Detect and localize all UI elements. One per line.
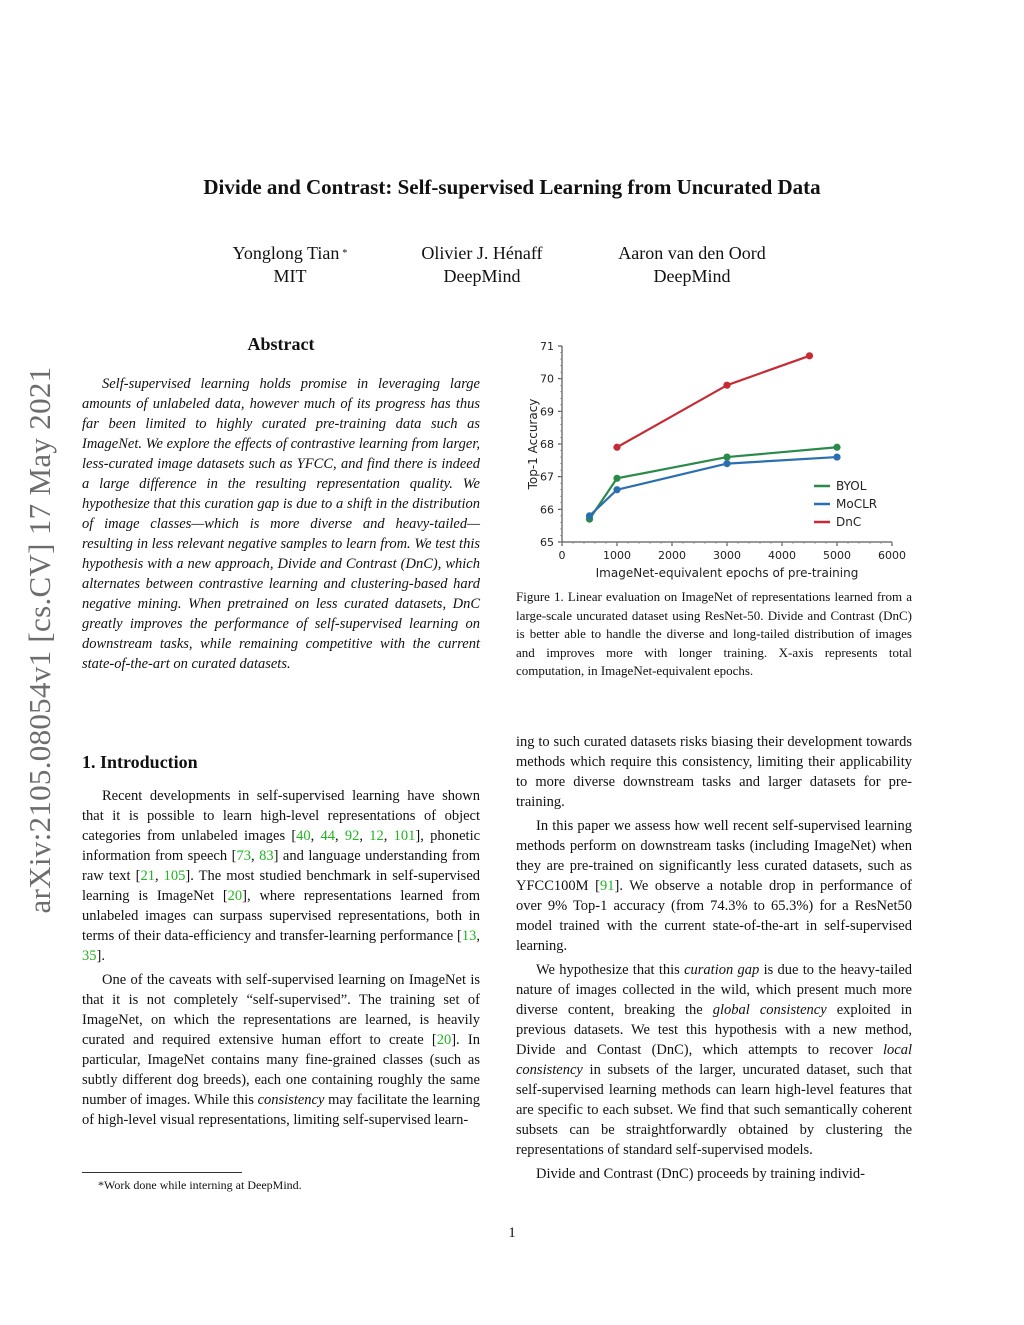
emphasis-text: curation gap: [684, 962, 760, 978]
text-run: ,: [154, 868, 164, 884]
intro-paragraph-5: Divide and Contrast (DnC) proceeds by training individ-: [536, 1166, 866, 1182]
legend-label-dnc: DnC: [836, 515, 862, 529]
text-run: ,: [250, 848, 260, 864]
emphasis-text: local consistency: [516, 1042, 912, 1078]
citation-link[interactable]: 40: [296, 828, 311, 844]
y-tick-label: 71: [540, 340, 554, 353]
citation-link[interactable]: 35: [82, 948, 97, 964]
citation-link[interactable]: 91: [599, 878, 615, 894]
paper-title: Divide and Contrast: Self-supervised Learning from Uncurated Data: [203, 175, 821, 199]
text-run: ]. The most studied benchmark in self-supervised learning is ImageNet [: [82, 868, 481, 904]
author-2: [392, 242, 572, 288]
citation-link[interactable]: 20: [436, 1032, 452, 1048]
text-run: may facilitate the learning of high-level visual representations, limiting self-supervised learn-: [82, 1092, 481, 1128]
author-3: [592, 242, 792, 288]
data-point-dnc: [613, 444, 620, 451]
text-run: in subsets of the larger, uncurated dataset, such that self-supervised learning methods can learn high-level features that are specific to each subset. We find that such semantically coherent subsets can be straightforwardly obtained by clustering the representations of standard self-supervised models.: [516, 1062, 912, 1158]
intro-paragraph-1: [82, 786, 480, 966]
chart-series-group: [586, 352, 841, 523]
data-point-byol: [833, 444, 840, 451]
x-tick-label: 4000: [768, 549, 796, 562]
citation-link[interactable]: 13: [461, 928, 477, 944]
y-tick-label: 66: [540, 503, 554, 517]
data-point-byol: [723, 453, 730, 460]
citation-link[interactable]: 12: [369, 828, 384, 844]
figure-1-caption: Figure 1. Linear evaluation on ImageNet of representations learned from a large-scale uncurated dataset using ResNet-50. Divide and Contrast (DnC) is better able to handle the diverse and long-tailed distribution of images and improves more with longer training. X-axis represents total computation, in ImageNet-equivalent epochs.: [516, 589, 912, 678]
abstract-heading: Abstract: [247, 334, 315, 354]
x-tick-label: 2000: [658, 549, 686, 562]
text-run: ], where representations learned from unlabeled images can surpass supervised representations, both in terms of their data-efficiency and transfer-learning performance [: [82, 888, 480, 944]
y-tick-label: 68: [540, 438, 554, 451]
citation-link[interactable]: 21: [140, 868, 155, 884]
data-point-byol: [613, 475, 620, 482]
page-number: 1: [508, 1225, 516, 1241]
y-tick-label: 67: [540, 470, 554, 484]
author-1: [210, 242, 370, 288]
citation-link[interactable]: 92: [344, 828, 360, 844]
citation-link[interactable]: 83: [259, 848, 274, 864]
text-run: exploited in previous datasets. We test this hypothesis with a new method, Divide and Contast (DnC), which attempts to recover: [516, 1002, 912, 1058]
text-run: ,: [383, 828, 394, 844]
text-run: ] and language understanding from raw text [: [82, 848, 481, 884]
intro-paragraph-3: [516, 816, 912, 956]
text-run: One of the caveats with self-supervised learning on ImageNet is that it is not completely “self-supervised”. The training set of ImageNet, on which the representations are learned, is heavily curated and required extensive human effort to create [: [82, 972, 480, 1048]
y-axis-label: Top-1 Accuracy: [526, 398, 540, 490]
text-run: ,: [476, 928, 480, 944]
legend-label-byol: BYOL: [836, 479, 867, 493]
text-run: ].: [96, 948, 105, 964]
text-run: ]. We observe a notable drop in performance of over 9% Top-1 accuracy (from 74.3% to 65.3%) for a ResNet50 model trained with the current state-of-the-art in self-supervised learning.: [516, 878, 912, 954]
text-run: ,: [310, 828, 321, 844]
text-run: is due to the heavy-tailed nature of images collected in the wild, which present much more diverse content, breaking the: [516, 962, 912, 1018]
data-point-moclr: [613, 486, 620, 493]
y-tick-label: 65: [540, 536, 554, 549]
intro-paragraph-2-continued: ing to such curated datasets risks biasing their development towards methods which require this consistency, limiting their applicability to more diverse downstream tasks and larger datasets for pre-training.: [516, 734, 912, 810]
x-tick-label: 0: [558, 549, 566, 562]
x-tick-label: 5000: [823, 549, 851, 562]
chart-legend: [814, 479, 877, 529]
intro-left-column: [82, 786, 480, 1134]
x-tick-label: 3000: [713, 549, 741, 562]
abstract-text: Self-supervised learning holds promise in leveraging large amounts of unlabeled data, however much of its progress has thus far been limited to highly curated pre-training data such as ImageNet. We explore the effects of contrastive learning from larger, less-curated image datasets such as YFCC, and find there is indeed a large difference in the resulting representation quality. We hypothesize that this curation gap is due to a shift in the distribution of image classes—which is more diverse and heavy-tailed—resulting in less relevant negative samples to learn from. We test this hypothesis with a new approach, Divide and Contrast (DnC), which alternates between contrastive learning and clustering-based hard negative mining. When pretrained on less curated datasets, DnC greatly improves the performance of self-supervised learning on downstream tasks, while remaining competitive with the current state-of-the-art on curated datasets.: [82, 376, 480, 672]
section-heading-introduction: 1. Introduction: [82, 752, 198, 772]
series-line-moclr: [590, 457, 838, 516]
data-point-dnc: [806, 352, 813, 359]
legend-label-moclr: MoCLR: [836, 497, 878, 511]
text-run: ,: [335, 828, 345, 844]
y-tick-label: 69: [540, 405, 554, 419]
arxiv-identifier-text: arXiv:2105.08054v1 [cs.CV] 17 May 2021: [22, 366, 57, 914]
emphasis-text: global consistency: [712, 1002, 827, 1018]
series-line-byol: [590, 447, 838, 519]
text-run: In this paper we assess how well recent self-supervised learning methods perform on downstream tasks (including ImageNet) when they are pre-trained on significantly less curated datasets, such as YFCC100M [: [516, 818, 912, 894]
author-footnote-mark: *: [342, 248, 348, 259]
author-name: Yonglong Tian: [232, 243, 340, 263]
arxiv-identifier: [5, 330, 75, 950]
intro-paragraph-4: [516, 960, 912, 1160]
citation-link[interactable]: 20: [227, 888, 243, 904]
data-point-dnc: [723, 382, 730, 389]
x-axis-label: ImageNet-equivalent epochs of pre-training: [595, 566, 859, 580]
author-name: Olivier J. Hénaff: [421, 243, 543, 263]
text-run: Recent developments in self-supervised learning have shown that it is possible to learn high-level representations of object categories from unlabeled images [: [82, 788, 480, 844]
x-tick-label: 6000: [878, 549, 906, 562]
citation-link[interactable]: 101: [393, 828, 416, 844]
text-run: ,: [359, 828, 370, 844]
author-affiliation: MIT: [273, 266, 307, 286]
footnote: *Work done while interning at DeepMind.: [98, 1178, 302, 1192]
figure-1-chart: [516, 332, 916, 582]
footnote-rule: [82, 1172, 242, 1173]
author-name: Aaron van den Oord: [618, 243, 766, 263]
data-point-moclr: [723, 460, 730, 467]
x-tick-label: 1000: [603, 549, 631, 562]
emphasis-text: consistency: [257, 1092, 325, 1108]
author-affiliation: DeepMind: [443, 266, 521, 286]
series-line-dnc: [617, 356, 810, 447]
data-point-moclr: [586, 512, 593, 519]
intro-right-column: [516, 732, 912, 1188]
y-tick-label: 70: [540, 372, 554, 386]
text-run: ], phonetic information from speech [: [82, 828, 481, 864]
text-run: We hypothesize that this: [536, 962, 685, 978]
author-affiliation: DeepMind: [653, 266, 731, 286]
abstract-body: [82, 374, 480, 674]
citation-link[interactable]: 44: [320, 828, 336, 844]
citation-link[interactable]: 105: [163, 868, 186, 884]
citation-link[interactable]: 73: [236, 848, 251, 864]
data-point-moclr: [833, 453, 840, 460]
intro-paragraph-2: [82, 970, 480, 1130]
text-run: ]. In particular, ImageNet contains many fine-grained classes (such as subtly different dog breeds), each one containing roughly the same number of images. While this: [82, 1032, 480, 1108]
